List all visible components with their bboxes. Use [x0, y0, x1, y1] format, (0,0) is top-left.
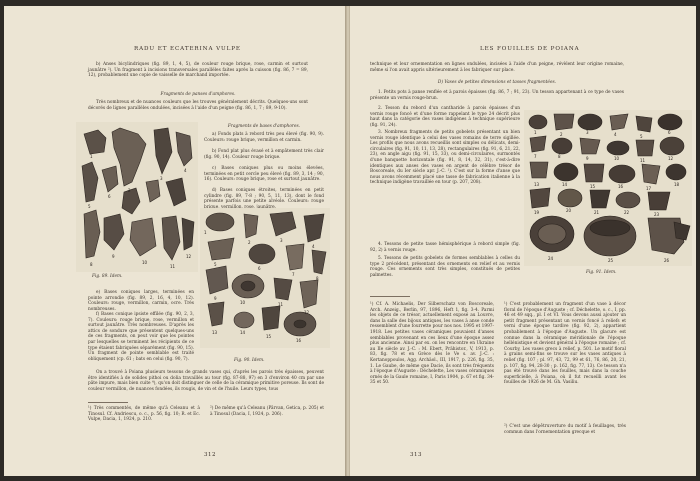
figure-91-plate — [524, 110, 692, 266]
svg-text:4: 4 — [184, 168, 187, 173]
svg-text:2: 2 — [128, 188, 131, 193]
section-heading-bases: Fragments de bases d'amphores. — [227, 124, 301, 129]
svg-text:4: 4 — [614, 132, 617, 137]
svg-text:10: 10 — [142, 260, 148, 265]
left-page — [4, 6, 347, 476]
svg-text:11: 11 — [278, 302, 284, 307]
footnote-rule-right — [370, 296, 410, 297]
footnote-1-left: ¹) Très commentés, de même qu'à Celeanu et à Tinosul. Cf. Andriescu, o. c., p. 56, fig. 10; R. et Ec. Vulpe, Dacia, 1, 1924, p. 210. — [88, 406, 200, 423]
svg-text:3: 3 — [280, 238, 283, 243]
figure-91-caption: Fig. 91. Idem. — [586, 270, 617, 275]
list-item-1: 1. Petits pots à panse renflée et à parois épaisses (fig. 86, 7 ; 91, 23). Un tesson appartenant à ce type de vases présente un vernis rouge-brun. — [370, 90, 624, 101]
bases-item-f: f) Bases conique ipsiste effilée (fig. 90, 2, 3, 7). Couleurs: rouge brique, rose, vermillon et surtout jaunâtre. Très nombreuses. D'après les attics de sondure que présentent quelques-uns de ces fragments, on peut voir que les pointes par lesquelles se terminent les récipients de ce type étaient fabriquées séparément (fig. 90, 15). Un fragment de pointe semblable est traité obliquement (cp. 61 ; bats en celui (fig. 90, 7). — [88, 312, 194, 362]
running-head-right: LES FOUILLES DE POIANA — [480, 46, 580, 52]
svg-text:12: 12 — [304, 310, 310, 315]
footnote-boscoreale: ¹) Cf. A. Michaelis, Der Silberschatz von Boscoreale, Arch. Anzeig., Berlin, 97, 1896, Heft 1, fig. 3-4. Parmi les objets de ce trésor, actuellement exposé au Louvre, dans la salle des bijoux antiques, les vases à anse conde ressemblent d'une fourrette pour nos nos. 1995 et 1997-1918. Les petites vases céramiques pouvaient d'anses semblables provenant en ces lieux d'une époque assez plus ancienne. Ainsi par ex. on les rencontre en Ukraine au IIe siècle av. J.-C. : M. Ebert, Prähistor., V, 1913, p. 83, fig. 78 et en Grèce dès le Ve s. av. J.-C. : Kertanoppoulos, Agg. Archäol., III, 1917, p. 226, fig. 35, 1. Le Gaube, de même que Dacie, ils sont très fréquents à l'époque d'Auguste : Déchelette, Les vases céramiques ornés de la Gaule romaine, I, Paris 1904, p. 67 et fig. 34-35 et 50. — [370, 302, 494, 386]
svg-text:11: 11 — [640, 158, 646, 163]
svg-text:3: 3 — [160, 176, 163, 181]
right-page — [350, 6, 696, 476]
footnote-2-left: ²) De même qu'à Celeanu (Pârvan, Getica, p. 205) et à Tinosul (Dacia, I, 1924, p. 206). — [210, 406, 324, 417]
figure-90-plate — [200, 208, 330, 348]
amphora-bases-illustration — [200, 208, 330, 348]
bases-item-e: e) Bases coniques larges, terminées en pointe arrondie (fig. 89, 2, 16, 4, 10, 12). Couleurs: rouge, vermillon, carmin, ocre. Très nombreuses. — [88, 290, 194, 312]
svg-text:26: 26 — [664, 258, 670, 263]
list-item-2: 2. Tesson du rebord d'un cantharide à parois épaisses d'un vernis rouge foncé et d'une forme rappelant le type 24 décrit plus haut dans la catégorie des vases indigènes à technique supérieure (fig. 91, 24). — [370, 106, 520, 128]
intro-paragraph-2: Très nombreux et de nuances couleurs que les trouves généralement décrits. Quelques-uns sont décorés de lignes parallèles ondulées, incisées à l'aide d'un peigne (fig. 86, 1, 7 ; 89, 9-10). — [88, 100, 308, 111]
svg-text:10: 10 — [240, 300, 246, 305]
bases-item-b: b) Fond plat plus évasé et à empâtement très clair (fig. 90, 14). Couleur rouge brique. — [204, 149, 324, 160]
footnote-feuillages: ²) C'est une dépêtruverture du motif à feuillages, très commun dans l'ornementation grecque et — [504, 424, 626, 435]
intro-paragraph-1: b) Anses bicylindriques (fig. 89, 1, 4, 5), de couleur rouge brique, rose, carmin et surtout jaunâtre ²). Un fragment à incisions transversales parallèles faites après la cuisson (fig. 86, 7 = 89, 12), probablement une copie de vaisselle de marchand importée. — [88, 62, 308, 79]
svg-text:11: 11 — [170, 264, 176, 269]
svg-text:15: 15 — [266, 334, 272, 339]
svg-text:8: 8 — [558, 154, 561, 159]
svg-text:5: 5 — [88, 204, 91, 209]
list-item-3: 3. Nombreux fragments de petits gobelets présentant un bien vernis rouge identique à celui des vases romains de terre sigillée. Les profils que nous avons recueillis sont simples ou délicats, demi-circulaires (fig. 91, 10, 11, 13, 28), rectangulaires (fig. 91, 6, 21, 22, 23), en angle aigu (fig. 91, 15, 33), ou demi-circulaires, surmontés d'une banquette horizontale (fig. 91, 8, 14, 32, 31), c'est-à-dire identiques aux anses des vases en argent de célèbre trésor de Boscoreale, du Ier siècle apr. J.-C. ¹). C'est sur la forme d'anse que nous avons récemment placé une tasse de fabrication italienne à la technique indigène travaillée en tour (p. 207, 208). — [370, 130, 520, 186]
footnote-rule-left — [88, 402, 128, 403]
svg-text:2: 2 — [248, 240, 251, 245]
figure-89-caption: Fig. 89. Idem. — [92, 274, 123, 279]
svg-text:8: 8 — [316, 276, 319, 281]
amphora-fragments-illustration — [76, 122, 198, 272]
pithoi-paragraph: On a trouvé à Poiana plusieurs tessons de grands vases qui, d'après les parois très épaisses, peuvent être identifiés à de solides pithoi ou dolia travaillés au tour (fig. 87-88, 97) en 3 d'environ 40 cm par une pâte impure, mais bien cuite ⁴), qu'on doit distinguer de celle de la céramique primitive poreuse. Ils sont de couleur vermillon, de nuances fondées, ils rougis, de vin et de l'huile. Leurs types, tous — [88, 370, 324, 392]
svg-text:9: 9 — [214, 296, 217, 301]
svg-text:3: 3 — [586, 130, 589, 135]
svg-text:24: 24 — [548, 256, 554, 261]
svg-text:1: 1 — [534, 130, 537, 135]
section-heading-small-vases: D) Vases de petites dimensions et tasses fragmentées. — [437, 80, 557, 85]
svg-text:9: 9 — [112, 254, 115, 259]
small-vases-illustration — [524, 110, 692, 266]
svg-text:7: 7 — [534, 154, 537, 159]
svg-text:15: 15 — [590, 184, 596, 189]
running-head-left: RADU ET ECATERINA VULPE — [134, 46, 241, 52]
svg-text:5: 5 — [640, 134, 643, 139]
svg-text:8: 8 — [90, 262, 93, 267]
svg-text:12: 12 — [186, 254, 192, 259]
page-number-left: 312 — [204, 452, 216, 458]
svg-text:10: 10 — [614, 156, 620, 161]
section-heading-panses: Fragments de panses d'amphores. — [160, 92, 236, 97]
list-item-4: 4. Tessons de petite tasse hémisphérique à rebord simple (fig. 92, 2) à vernis rouge. — [370, 242, 520, 253]
svg-text:6: 6 — [668, 130, 671, 135]
svg-text:7: 7 — [292, 272, 295, 277]
svg-text:17: 17 — [646, 186, 652, 191]
svg-text:25: 25 — [608, 258, 614, 263]
svg-text:14: 14 — [562, 182, 568, 187]
svg-text:13: 13 — [212, 330, 218, 335]
svg-text:16: 16 — [618, 184, 624, 189]
svg-text:12: 12 — [668, 156, 674, 161]
figure-89-plate — [76, 122, 198, 272]
svg-text:4: 4 — [312, 244, 315, 249]
svg-text:13: 13 — [534, 182, 540, 187]
svg-text:6: 6 — [108, 194, 111, 199]
svg-text:18: 18 — [674, 182, 680, 187]
top-paragraph-right: technique et leur ornementation en lignes ondulées, incisées à l'aide d'un peigne, révèlent leur origine romaine, même si l'on avait appris ultérieurement à les fabriquer sur place. — [370, 62, 624, 73]
bases-item-c: c) Bases coniques plus ou moins élevées, terminées en petit cercle peu élevé (fig. 89, 3, 14 ; 90, 16). Couleurs: rouge brique, rose et surtout jaunâtre. — [204, 166, 324, 183]
svg-text:6: 6 — [258, 266, 261, 271]
svg-text:9: 9 — [586, 156, 589, 161]
bases-item-d: d) Bases coniques étroites, terminées en petit cylindre (fig. 89, 7-8 ; 90, 5, 11, 13), dont le fond présente parfois une petite alvéole. Couleurs: rouge — [204, 188, 324, 205]
page-number-right: 313 — [410, 452, 422, 458]
figure-90-caption: Fig. 90. Idem. — [234, 358, 265, 363]
svg-text:14: 14 — [240, 330, 246, 335]
bases-item-a: a) Fonds plats à rebord très peu élevé (fig. 90, 9). Couleurs: rouge brique, vermillon et carmin. — [204, 132, 324, 143]
svg-text:21: 21 — [594, 210, 600, 215]
svg-text:20: 20 — [566, 208, 572, 213]
svg-text:5: 5 — [214, 262, 217, 267]
footnote-decor-floral: ¹) C'est probablement un fragment d'un vase à décor floral de l'époque d'Auguste ; cf. Déchelette, o. c., I, pp. 46 et 49 sqq., pl. I et VI. Vous devons aussi ajouter un petit fragment présentant un vernis foncé à reliefs et verni d'une époque tardive (fig. 92, 2), appartient probablement à l'époque d'Auguste. Un glacure est connue dans la céramique méridionale de l'époque hellénistique et devient général à l'époque romaine ; cf. Courby, Les vases grecs à relief, p. 501. Le motif floral à grains semi-fins se trouve sur les vases antiques à relief (fig. 107 ; pl. 97, 43, 72, 99 et 61, 76, 86, 20, 21, p. 107, fig. 94, 28-30 ; p. 162, fig. 77, 13). Ce tesson n'a pas été trouvé dans les fouilles, mais dans la couche superficielle, à Poiana, où il fut recueilli avant les fouilles de 1926 de M. Gh. Vasiliu. — [504, 302, 626, 386]
svg-text:2: 2 — [560, 132, 563, 137]
svg-text:1: 1 — [90, 154, 93, 159]
svg-text:23: 23 — [654, 212, 660, 217]
svg-text:1: 1 — [204, 230, 207, 235]
svg-text:19: 19 — [534, 210, 540, 215]
list-item-5: 5. Tessons de petits gobelets de formes semblables à celles du type 2 précédent, présentant des ornements en relief et au vernis rouge. Ces ornements sont très simples, constitués de petites palmettes. — [370, 256, 520, 278]
svg-text:22: 22 — [624, 210, 630, 215]
svg-text:16: 16 — [296, 338, 302, 343]
